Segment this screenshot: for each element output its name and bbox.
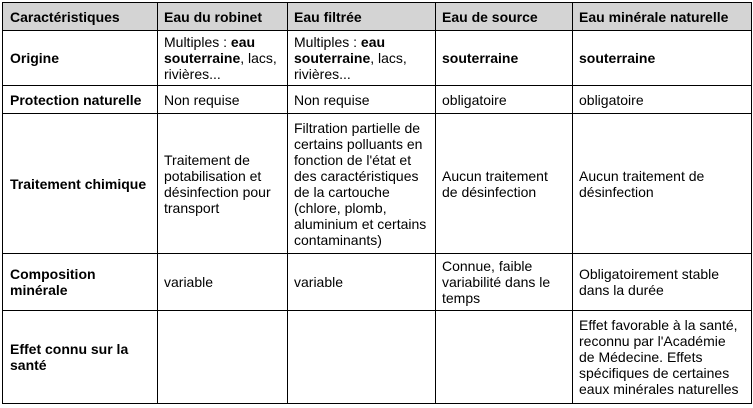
header-eau-du-robinet: Eau du robinet <box>158 3 288 31</box>
cell-origine-eau-de-source <box>436 31 573 86</box>
cell-traitement-eau-du-robinet: Traitement de potabilisation et désinfection pour transport <box>158 114 288 254</box>
row-label-composition-minerale: Composition minérale <box>3 254 158 311</box>
cell-text-bold: souterraine <box>579 50 656 66</box>
cell-traitement-eau-minerale-naturelle: Aucun traitement de désinfection <box>573 114 752 254</box>
row-label-traitement-chimique: Traitement chimique <box>3 114 158 254</box>
cell-text: , lacs, rivières... <box>164 50 277 82</box>
cell-traitement-eau-filtree: Filtration partielle de certains polluants en fonction de l'état et des caractéristiques de la cartouche (chlore, plomb, aluminium et certains contaminants) <box>288 114 436 254</box>
row-label-origine: Origine <box>3 31 158 86</box>
comparison-table <box>2 2 752 404</box>
cell-origine-eau-filtree <box>288 31 436 86</box>
header-eau-filtree: Eau filtrée <box>288 3 436 31</box>
row-label-effet-sante: Effet connu sur la santé <box>3 311 158 404</box>
cell-text-bold: eau souterraine <box>294 34 386 66</box>
header-eau-minerale-naturelle: Eau minérale naturelle <box>573 3 752 31</box>
table-row-origine <box>3 31 752 86</box>
cell-protection-eau-du-robinet: Non requise <box>158 86 288 114</box>
header-eau-de-source: Eau de source <box>436 3 573 31</box>
cell-protection-eau-filtree: Non requise <box>288 86 436 114</box>
cell-effet-eau-du-robinet <box>158 311 288 404</box>
table-row-effet-sante <box>3 311 752 404</box>
cell-composition-eau-du-robinet: variable <box>158 254 288 311</box>
table-row-protection-naturelle <box>3 86 752 114</box>
row-label-protection-naturelle: Protection naturelle <box>3 86 158 114</box>
cell-traitement-eau-de-source: Aucun traitement de désinfection <box>436 114 573 254</box>
cell-protection-eau-minerale-naturelle: obligatoire <box>573 86 752 114</box>
cell-origine-eau-du-robinet <box>158 31 288 86</box>
cell-composition-eau-minerale-naturelle: Obligatoirement stable dans la durée <box>573 254 752 311</box>
cell-text-bold: eau souterraine <box>164 34 256 66</box>
header-caracteristiques: Caractéristiques <box>3 3 158 31</box>
table-row-composition-minerale <box>3 254 752 311</box>
cell-protection-eau-de-source: obligatoire <box>436 86 573 114</box>
cell-effet-eau-filtree <box>288 311 436 404</box>
cell-composition-eau-filtree: variable <box>288 254 436 311</box>
table-row-traitement-chimique <box>3 114 752 254</box>
cell-text: , lacs, rivières... <box>294 50 407 82</box>
cell-effet-eau-minerale-naturelle: Effet favorable à la santé, reconnu par l'Académie de Médecine. Effets spécifiques de certaines eaux minérales naturelles <box>573 311 752 404</box>
cell-text: Multiples : <box>164 34 231 50</box>
cell-text: Multiples : <box>294 34 361 50</box>
cell-composition-eau-de-source: Connue, faible variabilité dans le temps <box>436 254 573 311</box>
cell-text-bold: souterraine <box>442 50 519 66</box>
header-row <box>3 3 752 31</box>
cell-origine-eau-minerale-naturelle <box>573 31 752 86</box>
cell-effet-eau-de-source <box>436 311 573 404</box>
